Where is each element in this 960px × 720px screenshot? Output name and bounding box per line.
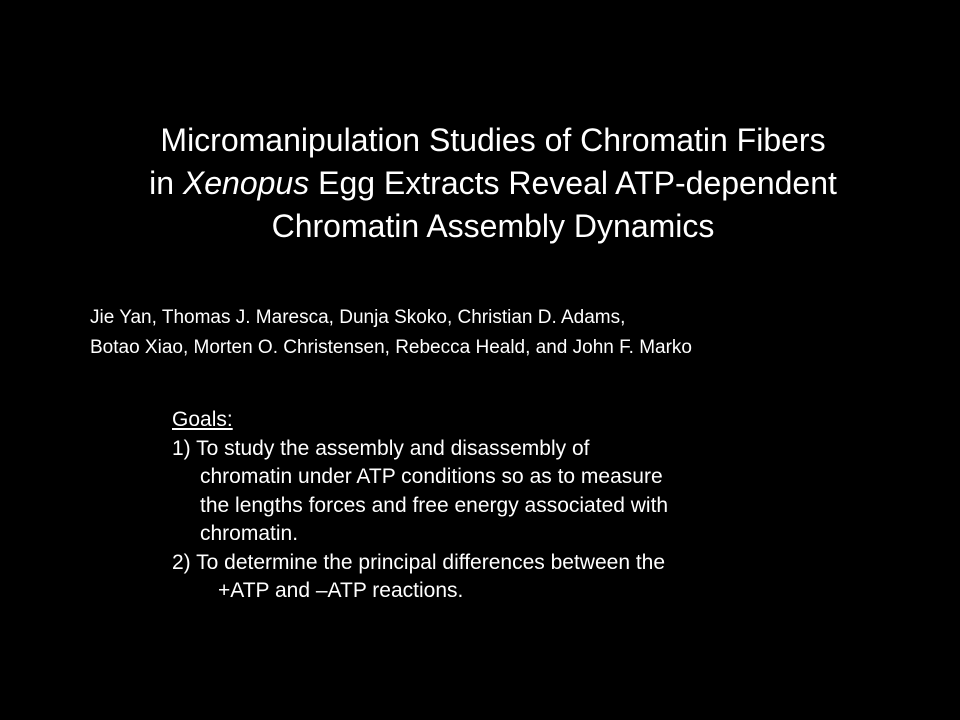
goal-2-line-1: 2) To determine the principal differences between the xyxy=(172,550,666,574)
goal-item-2 xyxy=(172,549,872,606)
title-line-2-prefix: in xyxy=(149,165,183,201)
title-species-name: Xenopus xyxy=(182,165,310,201)
author-line-2: Botao Xiao, Morten O. Christensen, Rebecca Heald, and John F. Marko xyxy=(90,337,692,358)
goal-1-line-4: chromatin. xyxy=(200,522,299,545)
title-line-2-suffix: Egg Extracts Reveal ATP-dependent xyxy=(309,165,837,201)
goals-section xyxy=(172,406,872,606)
title-line-3: Chromatin Assembly Dynamics xyxy=(271,208,715,244)
title-line-2 xyxy=(0,162,960,205)
goal-2-line-2: +ATP and –ATP reactions. xyxy=(218,579,464,602)
goals-heading: Goals: xyxy=(172,408,233,431)
goal-1-line-3: the lengths forces and free energy associated with xyxy=(200,493,669,517)
slide-title xyxy=(0,119,960,248)
author-list xyxy=(90,303,930,363)
author-line-1: Jie Yan, Thomas J. Maresca, Dunja Skoko, Christian D. Adams, xyxy=(90,307,626,328)
goal-1-line-1: 1) To study the assembly and disassembly of xyxy=(172,436,590,460)
title-line-1: Micromanipulation Studies of Chromatin Fibers xyxy=(160,122,826,158)
goal-1-line-2: chromatin under ATP conditions so as to measure xyxy=(200,465,663,488)
goal-item-1 xyxy=(172,435,872,549)
